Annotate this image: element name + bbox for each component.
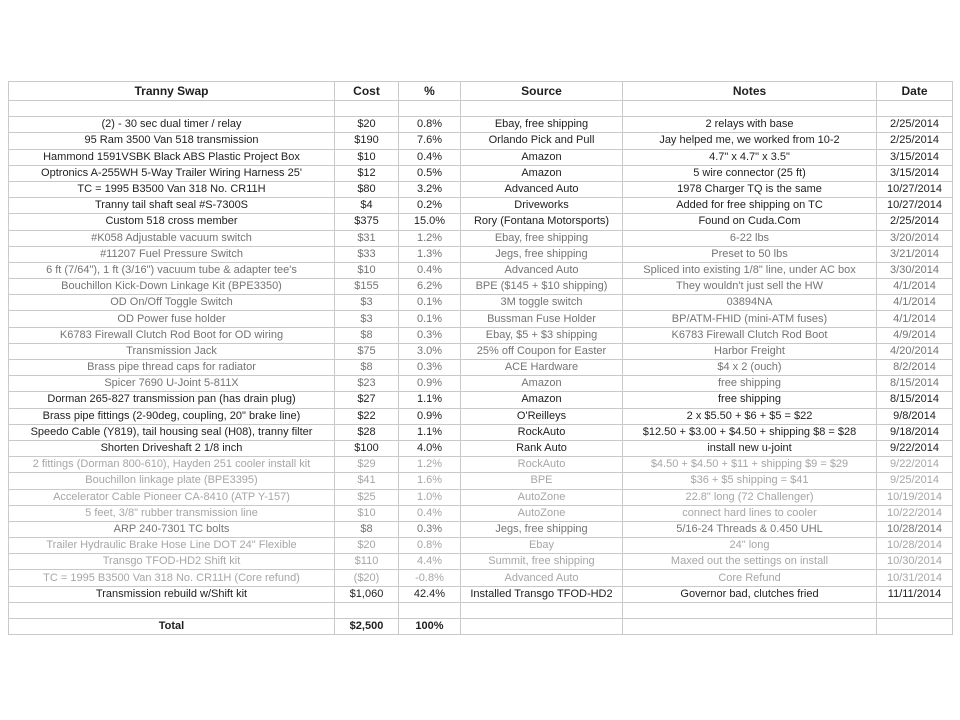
table-row: [9, 424, 953, 440]
table-body: [9, 101, 953, 635]
date-cell: 4/1/2014: [877, 311, 953, 327]
date-cell: 3/15/2014: [877, 165, 953, 181]
source-cell: [461, 619, 623, 635]
percent-cell: 0.3%: [399, 360, 461, 376]
notes-cell: $4.50 + $4.50 + $11 + shipping $9 = $29: [623, 457, 877, 473]
item-cell: Hammond 1591VSBK Black ABS Plastic Project Box: [9, 149, 335, 165]
percent-cell: 1.3%: [399, 246, 461, 262]
date-cell: 4/20/2014: [877, 343, 953, 359]
percent-cell: 0.5%: [399, 165, 461, 181]
notes-cell: 6-22 lbs: [623, 230, 877, 246]
source-cell: Rory (Fontana Motorsports): [461, 214, 623, 230]
percent-cell: 7.6%: [399, 133, 461, 149]
item-cell: Speedo Cable (Y819), tail housing seal (H08), tranny filter: [9, 424, 335, 440]
table-row: [9, 440, 953, 456]
date-cell: 9/25/2014: [877, 473, 953, 489]
notes-cell: 22.8" long (72 Challenger): [623, 489, 877, 505]
cost-cell: $375: [335, 214, 399, 230]
notes-cell: 24" long: [623, 538, 877, 554]
table-row: [9, 473, 953, 489]
date-cell: 10/28/2014: [877, 521, 953, 537]
item-cell: ARP 240-7301 TC bolts: [9, 521, 335, 537]
source-cell: AutoZone: [461, 505, 623, 521]
percent-cell: 3.0%: [399, 343, 461, 359]
percent-cell: 0.2%: [399, 198, 461, 214]
column-header-source: Source: [461, 82, 623, 101]
cost-cell: $155: [335, 279, 399, 295]
item-cell: #11207 Fuel Pressure Switch: [9, 246, 335, 262]
notes-cell: Harbor Freight: [623, 343, 877, 359]
cost-cell: $10: [335, 149, 399, 165]
percent-cell: 3.2%: [399, 181, 461, 197]
source-cell: Driveworks: [461, 198, 623, 214]
cost-cell: $10: [335, 505, 399, 521]
date-cell: 9/8/2014: [877, 408, 953, 424]
date-cell: 10/27/2014: [877, 181, 953, 197]
item-cell: (2) - 30 sec dual timer / relay: [9, 117, 335, 133]
expense-table: [8, 81, 953, 635]
source-cell: RockAuto: [461, 457, 623, 473]
cost-cell: $25: [335, 489, 399, 505]
cost-cell: $31: [335, 230, 399, 246]
table-row: [9, 311, 953, 327]
date-cell: 9/18/2014: [877, 424, 953, 440]
source-cell: Amazon: [461, 149, 623, 165]
notes-cell: [623, 101, 877, 117]
source-cell: ACE Hardware: [461, 360, 623, 376]
date-cell: 8/15/2014: [877, 392, 953, 408]
item-cell: Dorman 265-827 transmission pan (has drain plug): [9, 392, 335, 408]
cost-cell: [335, 602, 399, 618]
cost-cell: $2,500: [335, 619, 399, 635]
notes-cell: connect hard lines to cooler: [623, 505, 877, 521]
source-cell: Bussman Fuse Holder: [461, 311, 623, 327]
cost-cell: $29: [335, 457, 399, 473]
percent-cell: 1.2%: [399, 457, 461, 473]
cost-cell: $100: [335, 440, 399, 456]
date-cell: 10/30/2014: [877, 554, 953, 570]
cost-cell: $27: [335, 392, 399, 408]
cost-cell: $8: [335, 327, 399, 343]
table-row: [9, 376, 953, 392]
notes-cell: $4 x 2 (ouch): [623, 360, 877, 376]
source-cell: Advanced Auto: [461, 262, 623, 278]
source-cell: Amazon: [461, 376, 623, 392]
cost-cell: $80: [335, 181, 399, 197]
date-cell: 3/21/2014: [877, 246, 953, 262]
source-cell: Installed Transgo TFOD-HD2: [461, 586, 623, 602]
notes-cell: free shipping: [623, 392, 877, 408]
item-cell: #K058 Adjustable vacuum switch: [9, 230, 335, 246]
notes-cell: K6783 Firewall Clutch Rod Boot: [623, 327, 877, 343]
source-cell: BPE: [461, 473, 623, 489]
table-row: [9, 489, 953, 505]
notes-cell: 03894NA: [623, 295, 877, 311]
item-cell: TC = 1995 B3500 Van 318 No. CR11H: [9, 181, 335, 197]
table-row: [9, 586, 953, 602]
item-cell: Transmission rebuild w/Shift kit: [9, 586, 335, 602]
item-cell: Brass pipe fittings (2-90deg, coupling, 20" brake line): [9, 408, 335, 424]
cost-cell: $4: [335, 198, 399, 214]
item-cell: K6783 Firewall Clutch Rod Boot for OD wiring: [9, 327, 335, 343]
source-cell: RockAuto: [461, 424, 623, 440]
source-cell: Rank Auto: [461, 440, 623, 456]
header-row: [9, 82, 953, 101]
source-cell: Amazon: [461, 165, 623, 181]
tranny-swap-spreadsheet: [8, 81, 953, 635]
cost-cell: $22: [335, 408, 399, 424]
source-cell: AutoZone: [461, 489, 623, 505]
percent-cell: 1.2%: [399, 230, 461, 246]
date-cell: 2/25/2014: [877, 117, 953, 133]
percent-cell: 1.1%: [399, 424, 461, 440]
percent-cell: 1.1%: [399, 392, 461, 408]
table-row: [9, 408, 953, 424]
table-row: [9, 262, 953, 278]
percent-cell: 0.1%: [399, 311, 461, 327]
source-cell: Ebay, free shipping: [461, 230, 623, 246]
item-cell: Transmission Jack: [9, 343, 335, 359]
notes-cell: Found on Cuda.Com: [623, 214, 877, 230]
cost-cell: $41: [335, 473, 399, 489]
notes-cell: [623, 619, 877, 635]
notes-cell: Spliced into existing 1/8" line, under AC box: [623, 262, 877, 278]
notes-cell: 1978 Charger TQ is the same: [623, 181, 877, 197]
cost-cell: $33: [335, 246, 399, 262]
column-header-notes: Notes: [623, 82, 877, 101]
percent-cell: 0.3%: [399, 521, 461, 537]
item-cell: Bouchillon linkage plate (BPE3395): [9, 473, 335, 489]
table-row: [9, 230, 953, 246]
source-cell: 3M toggle switch: [461, 295, 623, 311]
cost-cell: ($20): [335, 570, 399, 586]
percent-cell: 6.2%: [399, 279, 461, 295]
table-row: [9, 457, 953, 473]
item-cell: 6 ft (7/64"), 1 ft (3/16") vacuum tube & adapter tee's: [9, 262, 335, 278]
item-cell: Total: [9, 619, 335, 635]
notes-cell: $12.50 + $3.00 + $4.50 + shipping $8 = $28: [623, 424, 877, 440]
item-cell: [9, 101, 335, 117]
notes-cell: Core Refund: [623, 570, 877, 586]
item-cell: Shorten Driveshaft 2 1/8 inch: [9, 440, 335, 456]
source-cell: Ebay, free shipping: [461, 117, 623, 133]
table-row: [9, 521, 953, 537]
notes-cell: 2 x $5.50 + $6 + $5 = $22: [623, 408, 877, 424]
date-cell: 3/15/2014: [877, 149, 953, 165]
notes-cell: They wouldn't just sell the HW: [623, 279, 877, 295]
cost-cell: $3: [335, 311, 399, 327]
date-cell: 9/22/2014: [877, 457, 953, 473]
date-cell: 10/27/2014: [877, 198, 953, 214]
date-cell: 2/25/2014: [877, 214, 953, 230]
table-row: [9, 360, 953, 376]
date-cell: 10/19/2014: [877, 489, 953, 505]
percent-cell: 0.9%: [399, 376, 461, 392]
date-cell: 8/15/2014: [877, 376, 953, 392]
source-cell: Jegs, free shipping: [461, 521, 623, 537]
source-cell: O'Reilleys: [461, 408, 623, 424]
percent-cell: 0.9%: [399, 408, 461, 424]
date-cell: 9/22/2014: [877, 440, 953, 456]
table-row: [9, 602, 953, 618]
table-row: [9, 165, 953, 181]
source-cell: Ebay, $5 + $3 shipping: [461, 327, 623, 343]
source-cell: BPE ($145 + $10 shipping): [461, 279, 623, 295]
notes-cell: Maxed out the settings on install: [623, 554, 877, 570]
notes-cell: 5 wire connector (25 ft): [623, 165, 877, 181]
item-cell: [9, 602, 335, 618]
percent-cell: 0.4%: [399, 262, 461, 278]
table-row: [9, 327, 953, 343]
date-cell: 4/9/2014: [877, 327, 953, 343]
percent-cell: 0.4%: [399, 505, 461, 521]
column-header-date: Date: [877, 82, 953, 101]
table-row: [9, 279, 953, 295]
notes-cell: free shipping: [623, 376, 877, 392]
column-header-tranny-swap: Tranny Swap: [9, 82, 335, 101]
table-row: [9, 505, 953, 521]
source-cell: Ebay: [461, 538, 623, 554]
table-row: [9, 295, 953, 311]
notes-cell: [623, 602, 877, 618]
percent-cell: 15.0%: [399, 214, 461, 230]
percent-cell: 0.4%: [399, 149, 461, 165]
table-row: [9, 198, 953, 214]
table-row: [9, 554, 953, 570]
date-cell: [877, 101, 953, 117]
cost-cell: $3: [335, 295, 399, 311]
source-cell: [461, 602, 623, 618]
item-cell: 95 Ram 3500 Van 518 transmission: [9, 133, 335, 149]
source-cell: Amazon: [461, 392, 623, 408]
notes-cell: Governor bad, clutches fried: [623, 586, 877, 602]
table-row: [9, 101, 953, 117]
item-cell: Spicer 7690 U-Joint 5-811X: [9, 376, 335, 392]
date-cell: 4/1/2014: [877, 295, 953, 311]
table-row: [9, 214, 953, 230]
date-cell: 10/22/2014: [877, 505, 953, 521]
percent-cell: 4.4%: [399, 554, 461, 570]
table-row: [9, 149, 953, 165]
cost-cell: $20: [335, 117, 399, 133]
percent-cell: -0.8%: [399, 570, 461, 586]
notes-cell: Preset to 50 lbs: [623, 246, 877, 262]
date-cell: 2/25/2014: [877, 133, 953, 149]
notes-cell: 2 relays with base: [623, 117, 877, 133]
source-cell: 25% off Coupon for Easter: [461, 343, 623, 359]
percent-cell: [399, 602, 461, 618]
notes-cell: install new u-joint: [623, 440, 877, 456]
source-cell: Summit, free shipping: [461, 554, 623, 570]
cost-cell: $190: [335, 133, 399, 149]
item-cell: TC = 1995 B3500 Van 318 No. CR11H (Core refund): [9, 570, 335, 586]
cost-cell: $20: [335, 538, 399, 554]
notes-cell: 5/16-24 Threads & 0.450 UHL: [623, 521, 877, 537]
table-row: [9, 133, 953, 149]
table-row: [9, 181, 953, 197]
cost-cell: $10: [335, 262, 399, 278]
source-cell: Advanced Auto: [461, 570, 623, 586]
date-cell: 11/11/2014: [877, 586, 953, 602]
percent-cell: 0.8%: [399, 117, 461, 133]
table-row: [9, 117, 953, 133]
item-cell: Bouchillon Kick-Down Linkage Kit (BPE3350): [9, 279, 335, 295]
notes-cell: BP/ATM-FHID (mini-ATM fuses): [623, 311, 877, 327]
item-cell: Tranny tail shaft seal #S-7300S: [9, 198, 335, 214]
item-cell: OD On/Off Toggle Switch: [9, 295, 335, 311]
date-cell: 8/2/2014: [877, 360, 953, 376]
date-cell: [877, 619, 953, 635]
cost-cell: $28: [335, 424, 399, 440]
table-row: [9, 570, 953, 586]
item-cell: 2 fittings (Dorman 800-610), Hayden 251 cooler install kit: [9, 457, 335, 473]
table-row: [9, 246, 953, 262]
percent-cell: 42.4%: [399, 586, 461, 602]
cost-cell: $12: [335, 165, 399, 181]
cost-cell: $75: [335, 343, 399, 359]
cost-cell: $8: [335, 360, 399, 376]
notes-cell: $36 + $5 shipping = $41: [623, 473, 877, 489]
table-row: [9, 392, 953, 408]
percent-cell: 0.3%: [399, 327, 461, 343]
date-cell: 4/1/2014: [877, 279, 953, 295]
percent-cell: 4.0%: [399, 440, 461, 456]
item-cell: Trailer Hydraulic Brake Hose Line DOT 24" Flexible: [9, 538, 335, 554]
item-cell: Custom 518 cross member: [9, 214, 335, 230]
notes-cell: Added for free shipping on TC: [623, 198, 877, 214]
item-cell: 5 feet, 3/8" rubber transmission line: [9, 505, 335, 521]
source-cell: [461, 101, 623, 117]
percent-cell: 100%: [399, 619, 461, 635]
percent-cell: 1.0%: [399, 489, 461, 505]
cost-cell: $1,060: [335, 586, 399, 602]
item-cell: Transgo TFOD-HD2 Shift kit: [9, 554, 335, 570]
table-row: [9, 538, 953, 554]
source-cell: Orlando Pick and Pull: [461, 133, 623, 149]
source-cell: Jegs, free shipping: [461, 246, 623, 262]
notes-cell: Jay helped me, we worked from 10-2: [623, 133, 877, 149]
table-row: [9, 343, 953, 359]
date-cell: 3/20/2014: [877, 230, 953, 246]
column-header-percent: %: [399, 82, 461, 101]
source-cell: Advanced Auto: [461, 181, 623, 197]
date-cell: 10/28/2014: [877, 538, 953, 554]
date-cell: [877, 602, 953, 618]
cost-cell: $8: [335, 521, 399, 537]
item-cell: Accelerator Cable Pioneer CA-8410 (ATP Y-157): [9, 489, 335, 505]
item-cell: OD Power fuse holder: [9, 311, 335, 327]
date-cell: 10/31/2014: [877, 570, 953, 586]
cost-cell: [335, 101, 399, 117]
date-cell: 3/30/2014: [877, 262, 953, 278]
percent-cell: [399, 101, 461, 117]
cost-cell: $23: [335, 376, 399, 392]
item-cell: Brass pipe thread caps for radiator: [9, 360, 335, 376]
percent-cell: 0.8%: [399, 538, 461, 554]
column-header-cost: Cost: [335, 82, 399, 101]
item-cell: Optronics A-255WH 5-Way Trailer Wiring Harness 25': [9, 165, 335, 181]
percent-cell: 0.1%: [399, 295, 461, 311]
notes-cell: 4.7" x 4.7" x 3.5": [623, 149, 877, 165]
table-row: [9, 619, 953, 635]
percent-cell: 1.6%: [399, 473, 461, 489]
cost-cell: $110: [335, 554, 399, 570]
